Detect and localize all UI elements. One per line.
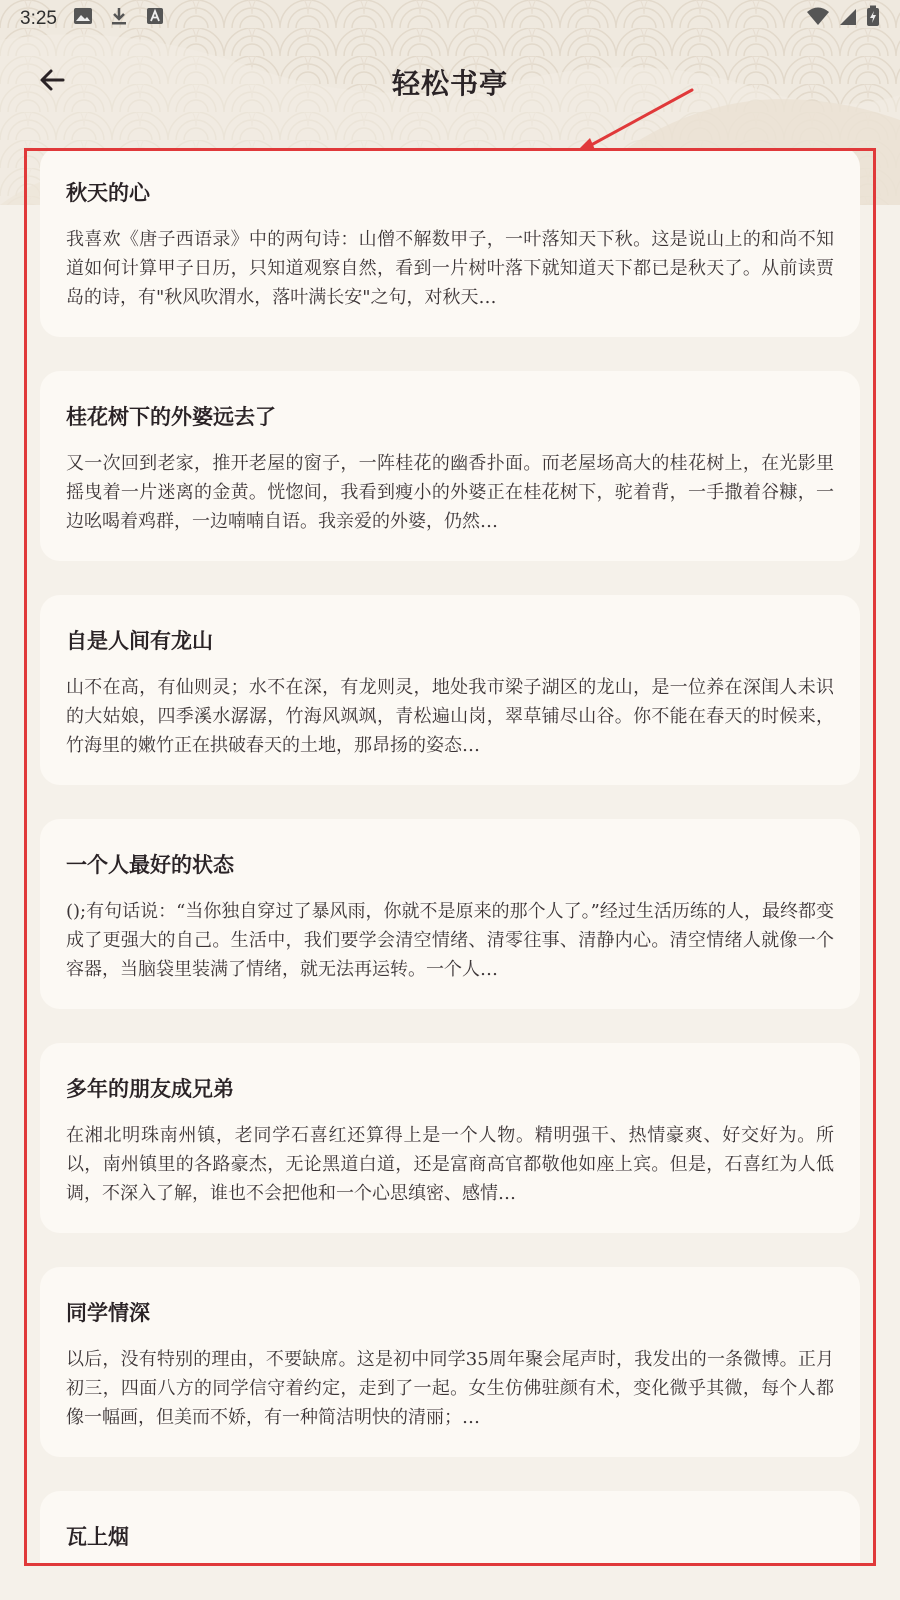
battery-charging-icon <box>866 5 880 33</box>
download-icon <box>109 6 129 32</box>
arrow-left-icon <box>38 66 66 98</box>
article-title: 桂花树下的外婆远去了 <box>66 405 276 429</box>
article-excerpt: 我喜欢《唐子西语录》中的两句诗：山僧不解数甲子，一叶落知天下秋。这是说山上的和尚不知道如何计算甲子日历，只知道观察自然，看到一片树叶落下就知道天下都已是秋天了。从前读贾岛的诗，有"秋风吹渭水，落叶满长安"之句，对秋天… <box>66 229 834 308</box>
article-card[interactable] <box>40 371 860 561</box>
article-excerpt: 以后，没有特别的理由，不要缺席。这是初中同学35周年聚会尾声时，我发出的一条微博。正月初三，四面八方的同学信守着约定，走到了一起。女生仿佛驻颜有术，变化微乎其微，每个人都像一幅画，但美而不娇，有一种简洁明快的清丽；… <box>66 1349 834 1428</box>
article-title: 多年的朋友成兄弟 <box>66 1077 234 1101</box>
article-card[interactable] <box>40 1491 860 1563</box>
article-excerpt: 山不在高，有仙则灵；水不在深，有龙则灵，地处我市梁子湖区的龙山，是一位养在深闺人未识的大姑娘，四季溪水潺潺，竹海风飒飒，青松遍山岗，翠草铺尽山谷。你不能在春天的时候来，竹海里的嫩竹正在拱破春天的土地，那昂扬的姿态… <box>66 677 834 756</box>
image-icon <box>73 6 93 32</box>
signal-icon <box>838 6 858 32</box>
article-title: 同学情深 <box>66 1301 150 1325</box>
status-bar <box>0 0 900 38</box>
article-title: 瓦上烟 <box>66 1525 129 1549</box>
article-title: 一个人最好的状态 <box>66 853 234 877</box>
article-list[interactable] <box>26 151 874 1563</box>
article-title: 秋天的心 <box>66 181 150 205</box>
article-excerpt: 在湘北明珠南州镇，老同学石喜红还算得上是一个人物。精明强干、热情豪爽、好交好为。所以，南州镇里的各路豪杰，无论黑道白道，还是富商高官都敬他如座上宾。但是，石喜红为人低调，不深入了解，谁也不会把他和一个心思缜密、感情… <box>66 1125 834 1204</box>
article-excerpt: ();有句话说：“当你独自穿过了暴风雨，你就不是原来的那个人了。”经过生活历练的人，最终都变成了更强大的自己。生活中，我们要学会清空情绪、清零往事、清静内心。清空情绪人就像一个容器，当脑袋里装满了情绪，就无法再运转。一个人… <box>66 901 834 980</box>
article-title: 自是人间有龙山 <box>66 629 213 653</box>
article-card[interactable] <box>40 819 860 1009</box>
status-time: 3:25 <box>20 8 57 29</box>
toolbar <box>0 46 900 118</box>
back-button[interactable] <box>30 60 74 104</box>
page-title: 轻松书亭 <box>391 67 508 100</box>
wifi-icon <box>806 6 830 32</box>
article-card[interactable] <box>40 1267 860 1457</box>
article-card[interactable] <box>40 595 860 785</box>
article-card[interactable] <box>40 1043 860 1233</box>
article-excerpt: 又一次回到老家，推开老屋的窗子，一阵桂花的幽香扑面。而老屋场高大的桂花树上，在光影里摇曳着一片迷离的金黄。恍惚间，我看到瘦小的外婆正在桂花树下，驼着背，一手撒着谷糠，一边吆喝着鸡群，一边喃喃自语。我亲爱的外婆，仍然… <box>66 453 834 532</box>
article-card[interactable] <box>40 151 860 337</box>
font-icon <box>145 6 165 32</box>
